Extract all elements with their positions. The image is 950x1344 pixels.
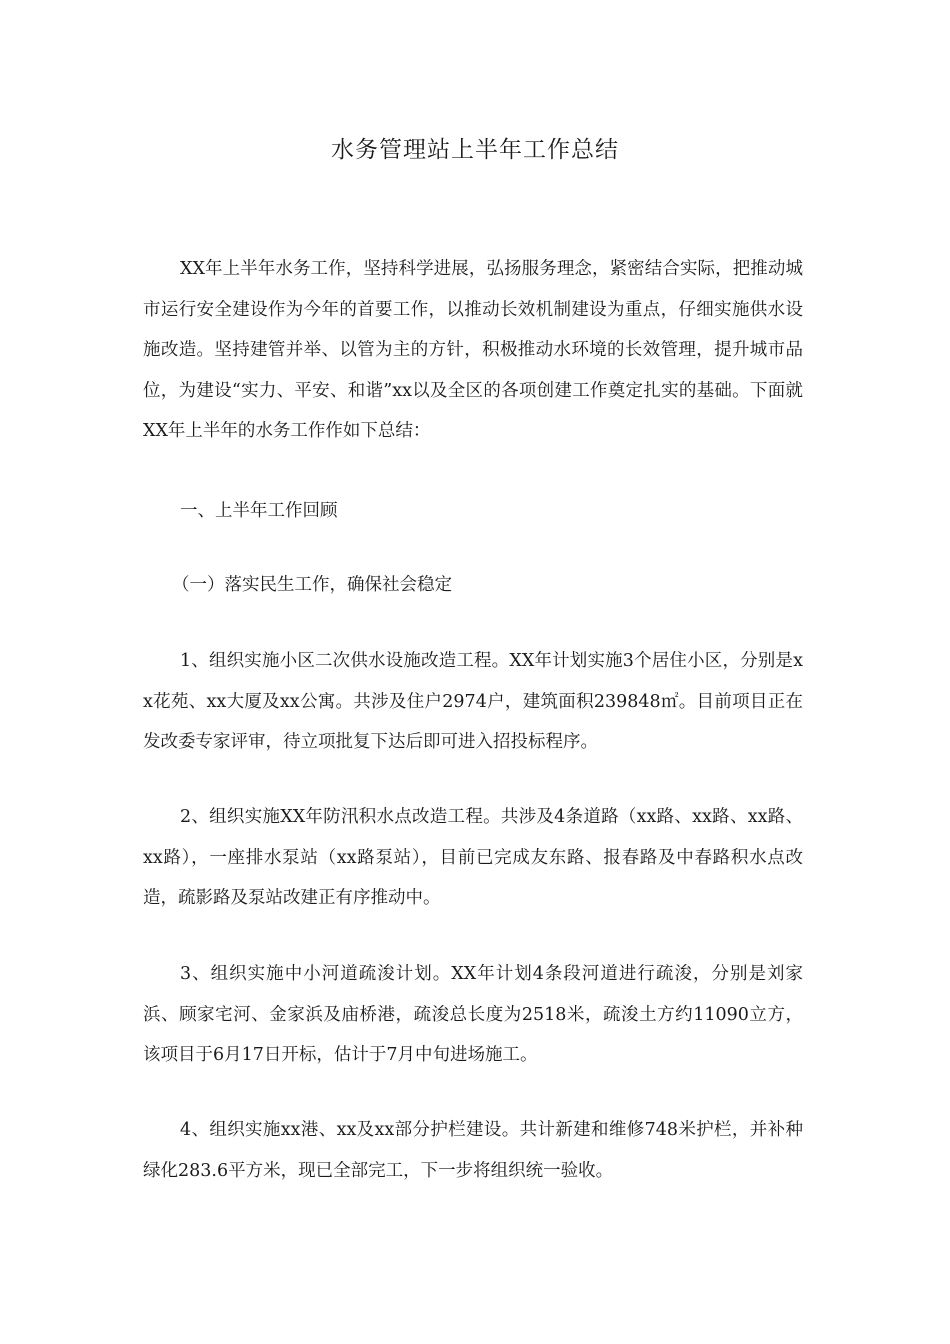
intro-paragraph: XX年上半年水务工作，坚持科学进展，弘扬服务理念，紧密结合实际，把推动城市运行安全建设作为今年的首要工作，以推动长效机制建设为重点，仔细实施供水设施改造。坚持建管并举、以管为主的方针，积极推动水环境的长效管理，提升城市品位，为建设“实力、平安、和谐”xx以及全区的各项创建工作奠定扎实的基础。下面就XX年上半年的水务工作作如下总结： — [143, 259, 803, 441]
item-paragraph-1: 1、组织实施小区二次供水设施改造工程。XX年计划实施3个居住小区，分别是xx花苑、xx大厦及xx公寓。共涉及住户2974户，建筑面积239848㎡。目前项目正在发改委专家评审，待立项批复下达后即可进入招投标程序。 — [143, 651, 803, 752]
document-title: 水务管理站上半年工作总结 — [331, 137, 619, 163]
item-paragraph-3: 3、组织实施中小河道疏浚计划。XX年计划4条段河道进行疏浚，分别是刘家浜、顾家宅河、金家浜及庙桥港，疏浚总长度为2518米，疏浚土方约11090立方，该项目于6月17日开标，估计于7月中旬进场施工。 — [143, 964, 803, 1065]
subsection-heading: （一）落实民生工作，确保社会稳定 — [172, 575, 452, 595]
section-heading: 一、上半年工作回顾 — [180, 501, 338, 521]
item-paragraph-4: 4、组织实施xx港、xx及xx部分护栏建设。共计新建和维修748米护栏，并补种绿化283.6平方米，现已全部完工，下一步将组织统一验收。 — [143, 1120, 803, 1181]
item-paragraph-2: 2、组织实施XX年防汛积水点改造工程。共涉及4条道路（xx路、xx路、xx路、xx路），一座排水泵站（xx路泵站），目前已完成友东路、报春路及中春路积水点改造，疏影路及泵站改建正有序推动中。 — [143, 807, 803, 908]
